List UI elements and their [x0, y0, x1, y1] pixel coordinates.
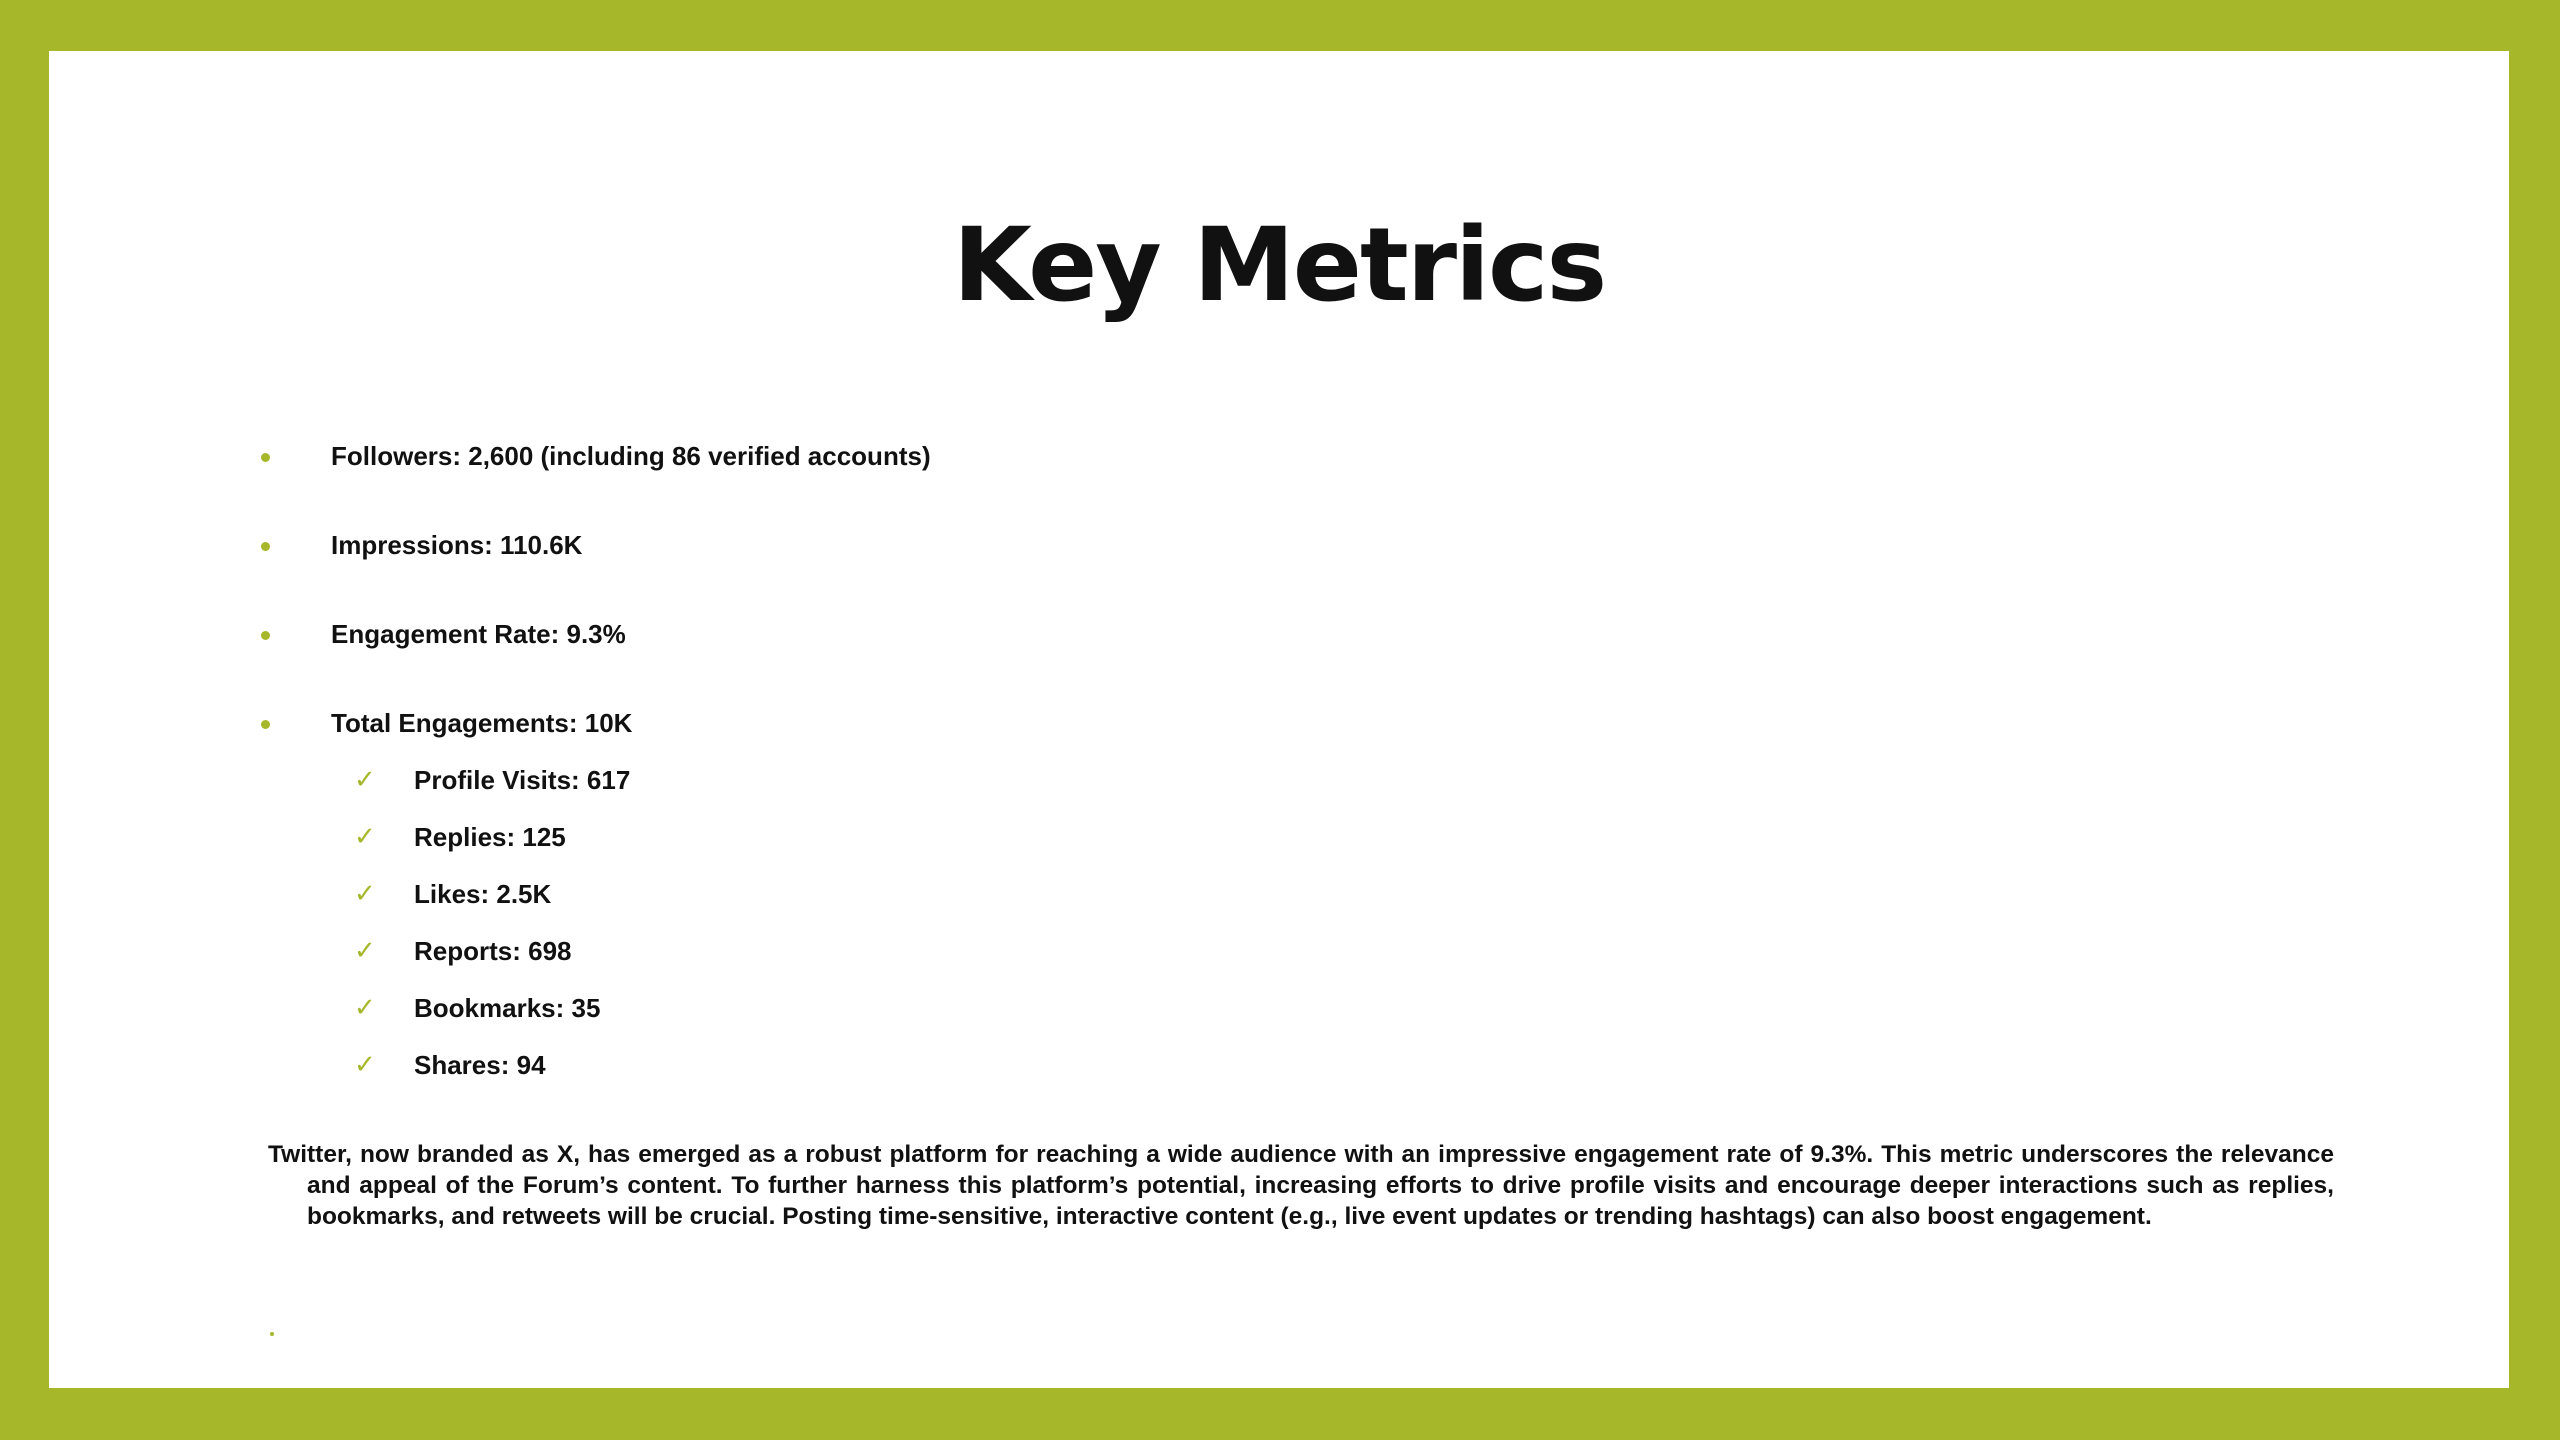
check-mark-icon: ✓: [354, 765, 376, 795]
check-mark-icon: ✓: [354, 879, 376, 909]
bullet-dot-icon: [261, 542, 270, 551]
sub-metric-reports: Reports: 698: [414, 936, 572, 966]
slide-title: Key Metrics: [952, 206, 1606, 325]
sub-metric-bookmarks: Bookmarks: 35: [414, 993, 601, 1023]
check-mark-icon: ✓: [354, 1050, 376, 1080]
sub-metric-shares: Shares: 94: [414, 1050, 546, 1080]
bullet-dot-icon: [261, 453, 270, 462]
metric-total-engagements: Total Engagements: 10K: [331, 708, 633, 738]
check-mark-icon: ✓: [354, 993, 376, 1023]
check-mark-icon: ✓: [354, 936, 376, 966]
slide: [49, 51, 2509, 1388]
sub-metric-replies: Replies: 125: [414, 822, 566, 852]
sub-metric-profile-visits: Profile Visits: 617: [414, 765, 631, 795]
metric-followers: Followers: 2,600 (including 86 verified accounts): [331, 441, 931, 471]
metric-impressions: Impressions: 110.6K: [331, 530, 583, 560]
empty-bullet-dot-icon: [270, 1332, 274, 1336]
check-mark-icon: ✓: [354, 822, 376, 852]
sub-metric-likes: Likes: 2.5K: [414, 879, 552, 909]
summary-paragraph: Twitter, now branded as X, has emerged as a robust platform for reaching a wide audience with an impressive engagement rate of 9.3%. This metric underscores the relevance and appeal of the Forum’s content. To further harness this platform’s potential, increasing efforts to drive profile visits and encourage deeper interactions such as replies, bookmarks, and retweets will be crucial. Posting time-sensitive, interactive content (e.g., live event updates or trending hashtags) can also boost engagement.: [268, 1141, 2334, 1230]
bullet-dot-icon: [261, 720, 270, 729]
bullet-dot-icon: [261, 631, 270, 640]
metric-engagement-rate: Engagement Rate: 9.3%: [331, 619, 626, 649]
